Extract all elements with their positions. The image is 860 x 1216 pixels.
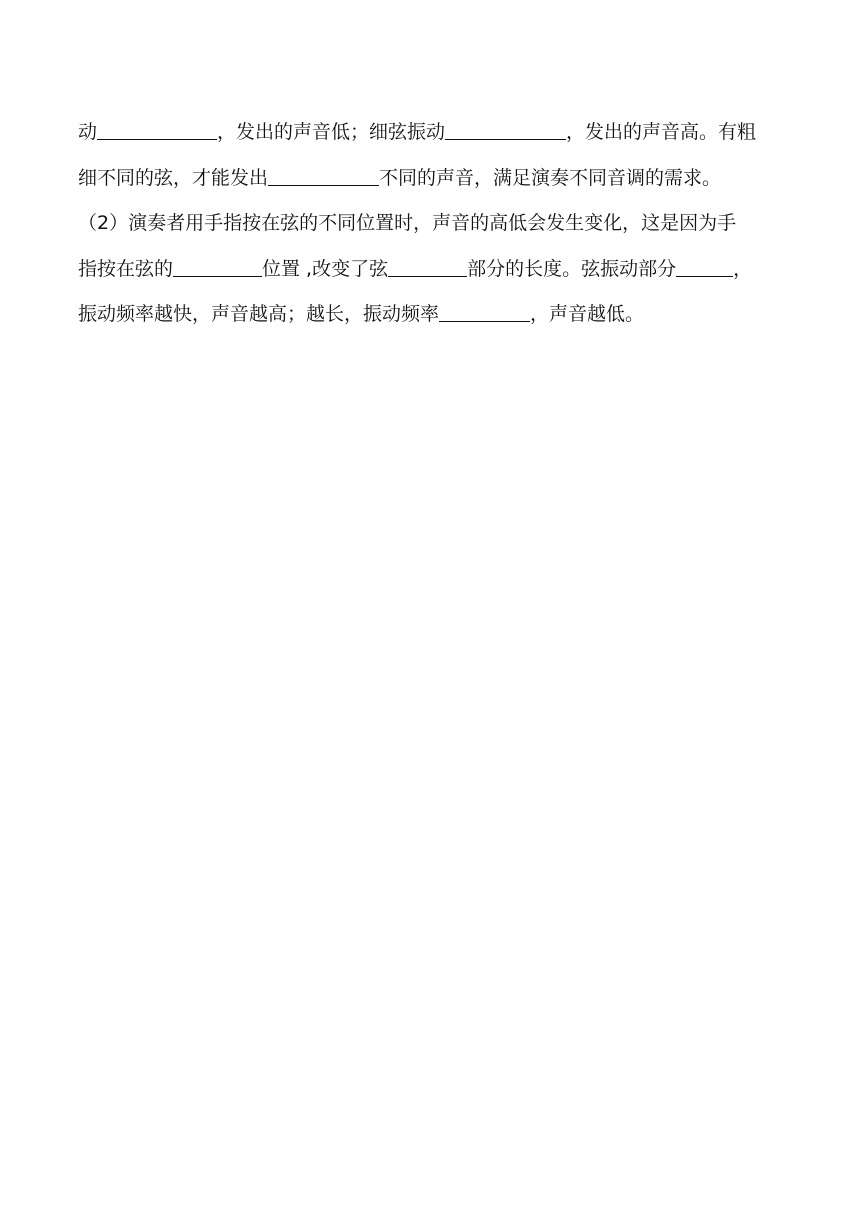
text-segment: 振动频率越快，声音越高；越长，振动频率 [78,303,440,325]
text-line-1 [78,110,788,156]
fill-blank[interactable] [445,119,566,140]
text-segment: ， [733,257,753,280]
text-segment: ，发出的声音低；细弦振动 [217,121,446,143]
fill-blank[interactable] [388,256,467,277]
text-segment: 动 [78,121,98,143]
text-segment: ，声音越低。 [530,303,645,325]
document-body [78,110,788,338]
text-segment: （2）演奏者用手指按在弦的不同位置时，声音的高低会发生变化，这是因为手 [78,212,737,234]
text-segment: 不同的声音，满足演奏不同音调的需求。 [379,166,722,189]
text-line-3 [78,201,788,247]
text-segment: 细不同的弦，才能发出 [78,166,269,189]
text-line-4 [78,247,788,293]
fill-blank[interactable] [173,256,262,277]
fill-blank[interactable] [439,301,530,322]
text-segment: 位置 ,改变了弦 [262,257,389,280]
fill-blank[interactable] [268,165,379,186]
text-line-2 [78,156,788,202]
text-line-5 [78,292,788,338]
text-segment: 指按在弦的 [78,257,174,280]
text-segment: ，发出的声音高。有粗 [566,121,757,143]
text-segment: 部分的长度。弦振动部分 [467,257,677,280]
fill-blank[interactable] [676,256,733,277]
fill-blank[interactable] [97,119,217,140]
